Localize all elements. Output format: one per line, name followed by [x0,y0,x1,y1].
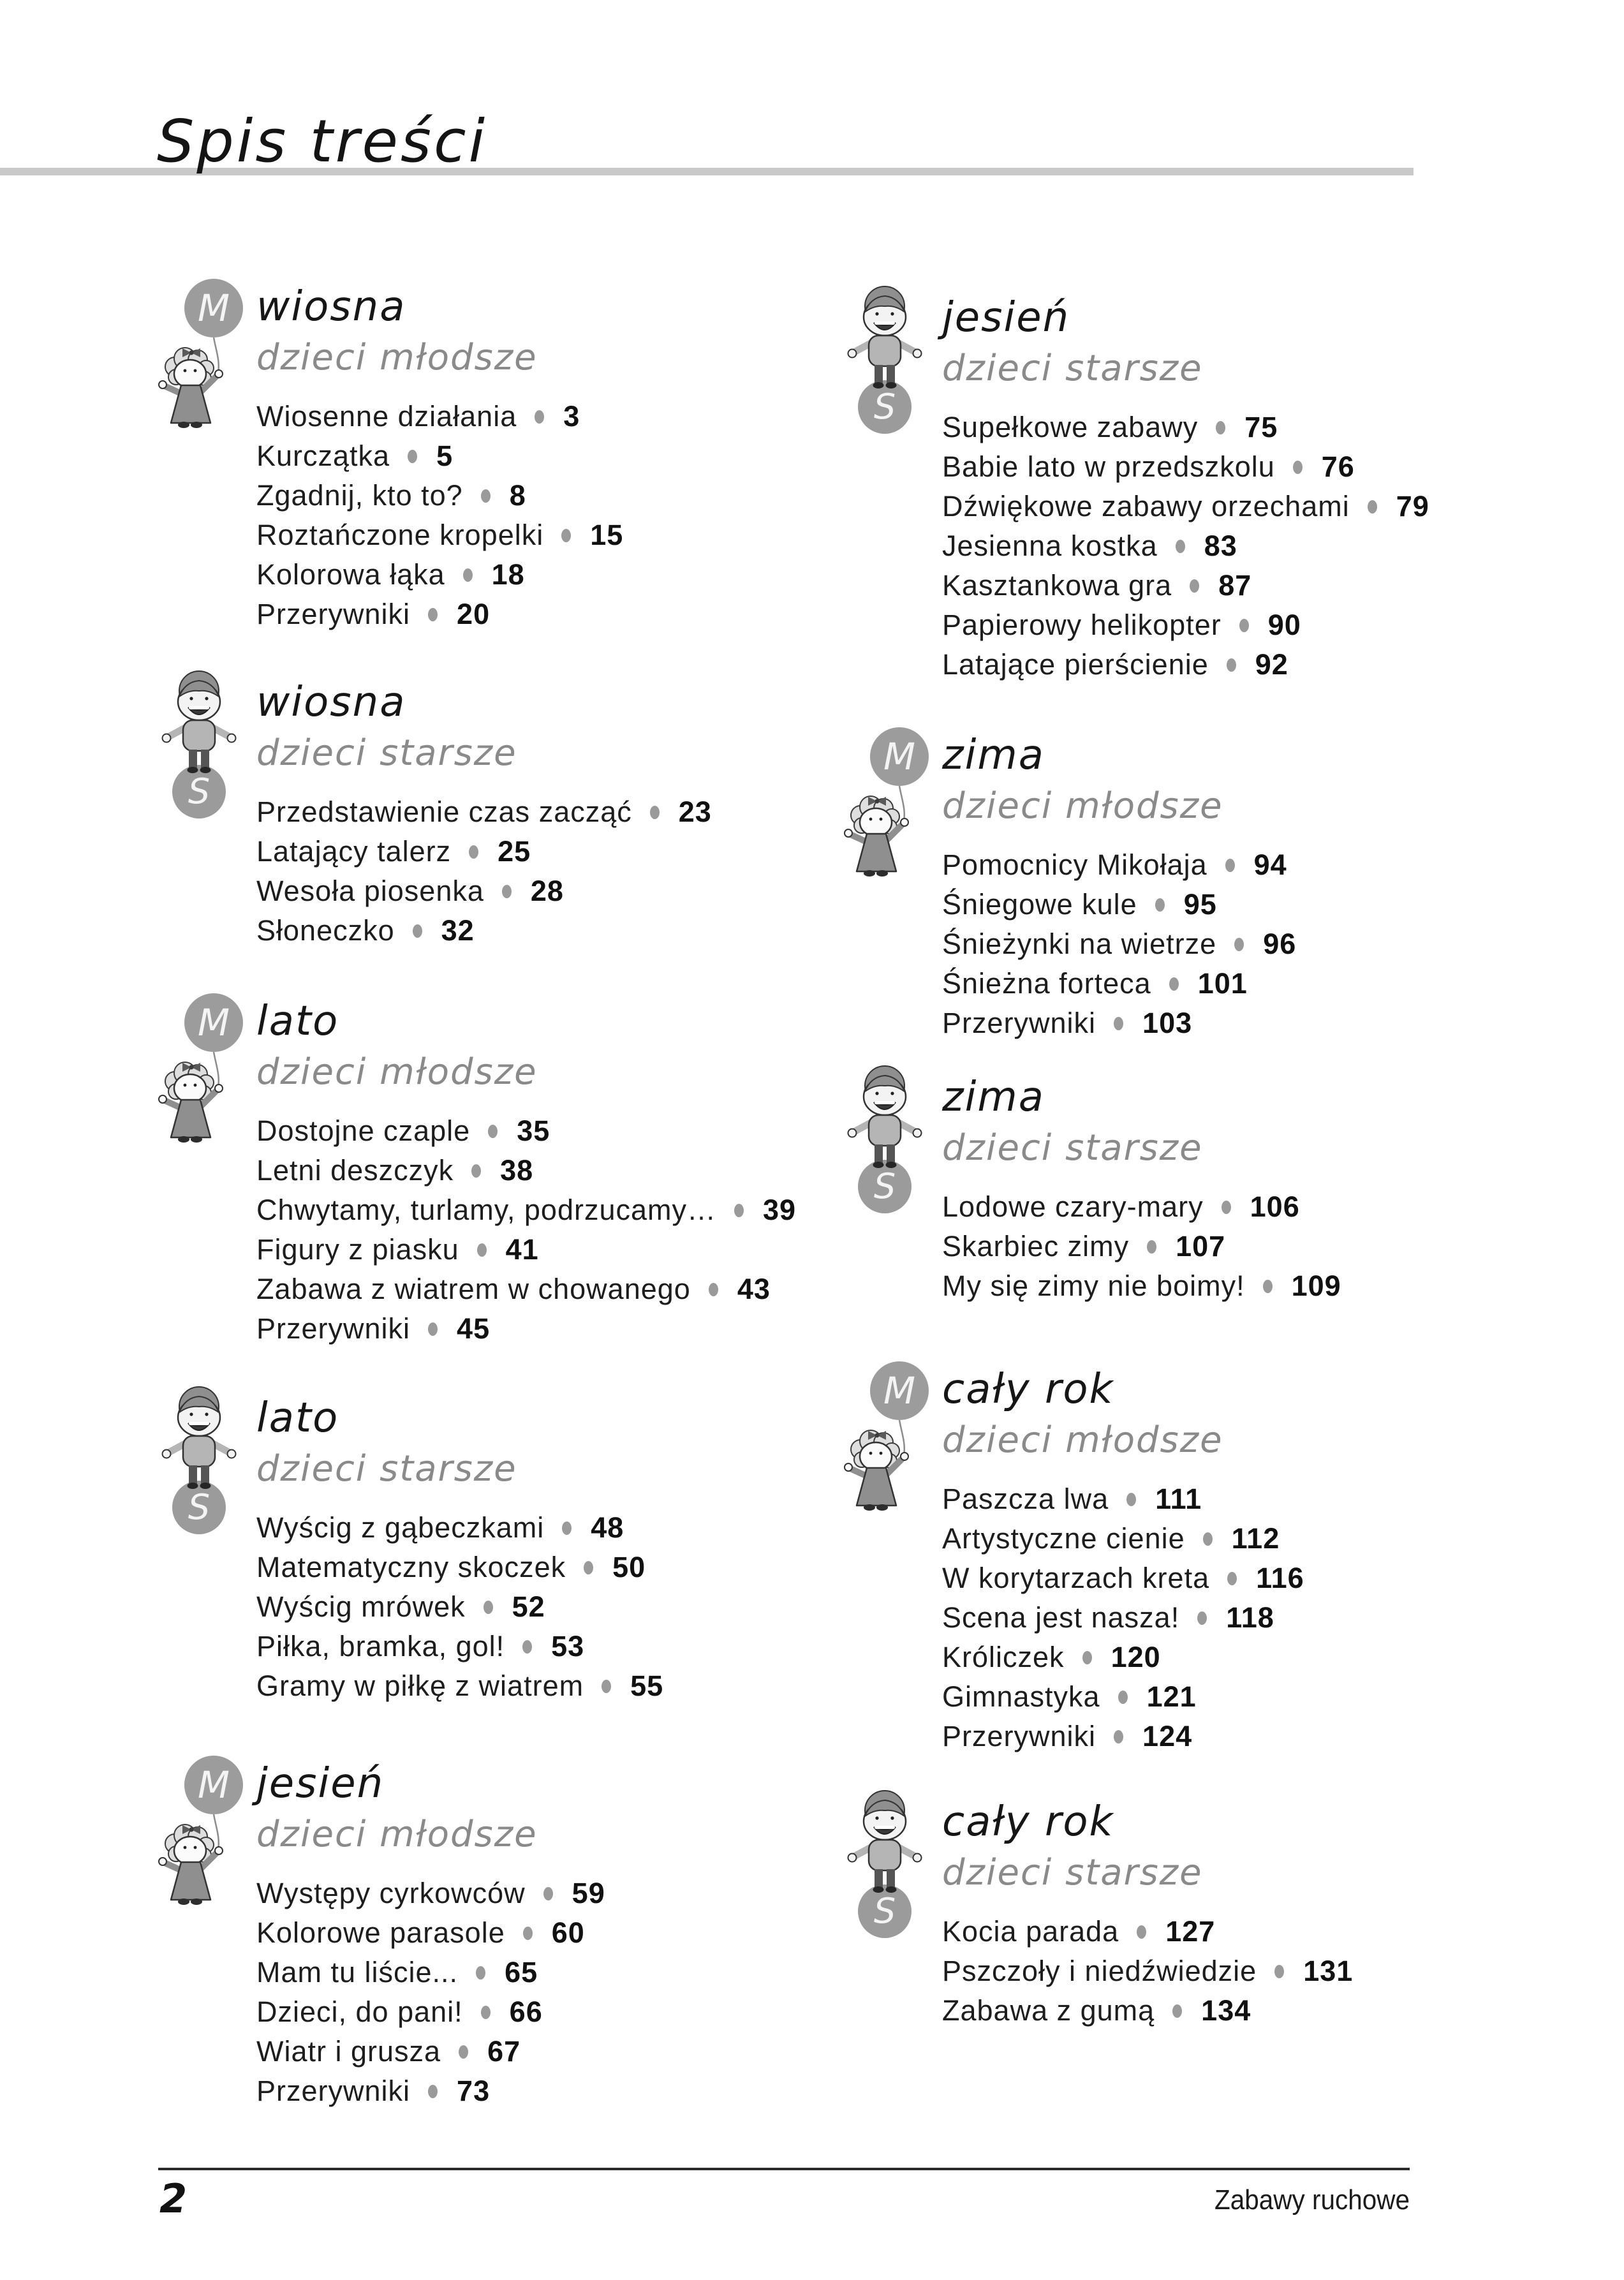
items-list [942,1479,1567,1756]
toc-item [942,1912,1567,1951]
toc-item-title: Matematyczny skoczek [256,1551,566,1583]
toc-item [942,447,1567,487]
toc-item-page: 79 [1396,490,1429,522]
toc-item-page: 103 [1142,1007,1193,1039]
items-list [256,792,882,951]
toc-item-page: 94 [1253,848,1287,881]
bullet-dot-icon [543,1887,553,1900]
group-subtitle: dzieci młodsze [942,1419,1223,1461]
toc-item-title: Słoneczko [256,914,395,947]
toc-item-title: Kasztankowa gra [942,569,1172,602]
toc-item-title: W korytarzach kreta [942,1562,1210,1594]
bullet-dot-icon [1368,500,1377,514]
section-wiosna-dzieci-mlodsze [153,276,882,634]
toc-item [942,1519,1567,1558]
girl-with-balloon-icon [153,1753,249,2111]
bullet-dot-icon [561,529,571,542]
toc-item-title: Przerywniki [942,1720,1096,1752]
toc-item-page: 35 [517,1114,550,1147]
bullet-dot-icon [1155,898,1165,912]
toc-item [256,1913,882,1953]
items-list [942,845,1567,1043]
toc-item-title: Wiosenne działania [256,400,517,433]
girl-with-balloon-icon [153,991,249,1349]
toc-item-page: 25 [498,835,531,868]
toc-item-page: 15 [590,519,624,551]
group-subtitle: dzieci starsze [256,732,517,774]
bullet-dot-icon [1147,1240,1156,1254]
toc-item-page: 87 [1218,569,1252,602]
group-subtitle: dzieci młodsze [256,1814,538,1855]
bullet-dot-icon [709,1283,718,1296]
toc-item-page: 121 [1146,1680,1197,1713]
section-lato-dzieci-mlodsze [153,991,882,1349]
section-zima-dzieci-mlodsze [839,725,1567,1043]
bullet-dot-icon [1234,938,1244,951]
toc-item [942,605,1567,645]
section-wiosna-dzieci-starsze [153,665,882,951]
toc-item-title: Występy cyrkowców [256,1877,526,1909]
toc-item-title: Figury z piasku [256,1233,459,1266]
season-title: jesień [256,1760,385,1807]
toc-item [256,1270,882,1309]
toc-item-page: 95 [1183,888,1217,921]
toc-item-title: Supełkowe zabawy [942,411,1199,443]
bullet-dot-icon [428,608,438,621]
toc-item-page: 107 [1176,1230,1226,1262]
bullet-dot-icon [602,1680,611,1693]
bullet-dot-icon [1197,1611,1207,1625]
toc-item-page: 90 [1267,609,1301,641]
toc-item-page: 18 [491,558,525,591]
toc-item-title: Wesoła piosenka [256,875,484,907]
toc-item [256,2071,882,2111]
toc-item [256,1548,882,1587]
badge-letter: S [873,387,896,427]
bullet-dot-icon [502,885,512,898]
toc-item [942,885,1567,924]
toc-item [256,1111,882,1151]
toc-item [942,1638,1567,1677]
bullet-dot-icon [535,410,544,424]
toc-item-page: 8 [509,479,526,512]
toc-item-page: 28 [530,875,564,907]
toc-item-page: 5 [436,440,454,472]
toc-item-title: Mam tu liście... [256,1956,459,1988]
toc-item [942,845,1567,885]
toc-item-page: 112 [1231,1522,1280,1555]
bullet-dot-icon [484,1601,493,1614]
toc-item-title: Dzieci, do pani! [256,1995,463,2028]
toc-item-title: Skarbiec zimy [942,1230,1130,1262]
toc-item-page: 120 [1111,1641,1161,1673]
toc-item-title: Pomocnicy Mikołaja [942,848,1207,881]
toc-item-page: 96 [1263,928,1297,960]
toc-item [942,1991,1567,2031]
toc-item-page: 50 [612,1551,646,1583]
section-caly-rok-dzieci-starsze [839,1785,1567,2031]
toc-item-title: Wyścig z gąbeczkami [256,1511,545,1544]
toc-item-page: 67 [487,2035,521,2068]
toc-item-title: Dźwiękowe zabawy orzechami [942,490,1350,522]
group-subtitle: dzieci starsze [942,348,1203,389]
boy-on-ball-icon [153,1381,249,1706]
girl-with-balloon-icon [839,725,934,1043]
toc-item [256,792,882,832]
group-subtitle: dzieci starsze [942,1852,1203,1893]
toc-item-page: 101 [1197,967,1248,1000]
toc-item [256,832,882,871]
items-list [942,408,1567,685]
toc-item-title: Przerywniki [256,598,411,630]
toc-item-title: Latający talerz [256,835,452,868]
season-title: wiosna [256,283,406,330]
bullet-dot-icon [1239,619,1249,632]
badge-letter: M [883,1369,916,1412]
toc-item-title: Piłka, bramka, gol! [256,1630,505,1662]
toc-item-page: 109 [1291,1270,1341,1302]
bullet-dot-icon [1203,1532,1213,1546]
section-jesien-dzieci-mlodsze [153,1753,882,2111]
footer-rule [158,2168,1410,2170]
toc-item-title: Kolorowa łąka [256,558,445,591]
season-title: lato [256,1395,339,1442]
bullet-dot-icon [408,450,417,463]
bullet-dot-icon [481,489,491,503]
toc-item [942,1677,1567,1717]
toc-item [942,645,1567,685]
toc-item [256,1309,882,1349]
toc-item-title: Zabawa z wiatrem w chowanego [256,1273,691,1305]
toc-item-page: 131 [1303,1955,1354,1987]
toc-item-page: 60 [551,1916,585,1949]
toc-item [256,911,882,951]
bullet-dot-icon [413,924,422,938]
toc-item-page: 59 [572,1877,605,1909]
toc-item-page: 52 [512,1590,545,1623]
toc-item [942,487,1567,526]
toc-item [942,964,1567,1003]
toc-item-title: Chwytamy, turlamy, podrzucamy… [256,1194,716,1226]
toc-item-page: 3 [563,400,580,433]
toc-item [256,1508,882,1548]
toc-item-page: 41 [505,1233,539,1266]
toc-item [256,871,882,911]
toc-item [942,1479,1567,1519]
toc-item-title: Pszczoły i niedźwiedzie [942,1955,1257,1987]
toc-item [256,476,882,515]
section-jesien-dzieci-starsze [839,281,1567,685]
season-title: wiosna [256,679,406,726]
toc-item-page: 48 [591,1511,624,1544]
toc-item-page: 124 [1142,1720,1193,1752]
badge-letter: M [197,1763,230,1807]
toc-item [256,1190,882,1230]
toc-item-title: Kocia parada [942,1915,1119,1948]
toc-item-title: Przerywniki [256,1312,411,1345]
toc-item-page: 134 [1201,1994,1251,2027]
badge-letter: M [883,735,916,778]
group-subtitle: dzieci młodsze [942,785,1223,827]
items-list [256,397,882,634]
toc-item-title: Przerywniki [256,2075,411,2107]
toc-item [256,1230,882,1270]
toc-item-title: Gramy w piłkę z wiatrem [256,1669,584,1702]
section-zima-dzieci-starsze [839,1060,1567,1306]
toc-item-title: Babie lato w przedszkolu [942,450,1275,483]
girl-with-balloon-icon [153,276,249,634]
toc-item [256,555,882,595]
bullet-dot-icon [428,1322,438,1336]
bullet-dot-icon [1222,1201,1231,1214]
toc-item-page: 53 [551,1630,585,1662]
bullet-dot-icon [428,2085,438,2098]
toc-item-page: 83 [1204,529,1237,562]
group-subtitle: dzieci starsze [942,1127,1203,1169]
bullet-dot-icon [734,1204,744,1217]
toc-item [256,1587,882,1627]
bullet-dot-icon [469,845,478,859]
toc-item-page: 39 [763,1194,797,1226]
toc-item-page: 55 [630,1669,664,1702]
toc-item-page: 38 [500,1154,534,1187]
bullet-dot-icon [1137,1925,1146,1939]
bullet-dot-icon [523,1927,533,1940]
toc-item-title: Kurczątka [256,440,390,472]
footer-page-number: 2 [159,2175,188,2222]
group-subtitle: dzieci młodsze [256,1051,538,1093]
season-title: jesień [942,294,1070,341]
bullet-dot-icon [1114,1730,1123,1743]
bullet-dot-icon [1190,579,1199,593]
bullet-dot-icon [1293,461,1303,474]
items-list [256,1874,882,2111]
group-subtitle: dzieci młodsze [256,337,538,378]
bullet-dot-icon [463,568,473,582]
toc-item-page: 75 [1244,411,1278,443]
toc-item [256,595,882,634]
badge-letter: S [873,1891,896,1931]
toc-item [942,924,1567,964]
bullet-dot-icon [1172,2004,1182,2018]
bullet-dot-icon [1274,1965,1284,1978]
toc-item-page: 43 [737,1273,771,1305]
bullet-dot-icon [1169,977,1179,991]
toc-item-page: 116 [1256,1562,1304,1594]
toc-item-title: Paszcza lwa [942,1483,1109,1515]
season-title: cały rok [942,1366,1114,1413]
toc-item-title: Przerywniki [942,1007,1096,1039]
toc-item-title: Jesienna kostka [942,529,1158,562]
items-list [942,1187,1567,1306]
toc-item [942,1003,1567,1043]
badge-letter: S [188,771,210,811]
boy-on-ball-icon [839,281,934,685]
toc-item [256,1953,882,1992]
toc-item-page: 23 [678,796,712,828]
toc-item-title: Zgadnij, kto to? [256,479,463,512]
badge-letter: M [197,286,230,330]
section-lato-dzieci-starsze [153,1381,882,1706]
toc-item-title: Lodowe czary-mary [942,1190,1204,1223]
bullet-dot-icon [1227,658,1236,672]
boy-on-ball-icon [839,1785,934,2031]
toc-item-page: 65 [505,1956,538,1988]
toc-item [256,2032,882,2071]
bullet-dot-icon [1176,540,1185,553]
toc-item [942,1951,1567,1991]
page-title: Spis treści [157,107,488,175]
bullet-dot-icon [1126,1493,1136,1506]
toc-item-page: 111 [1155,1483,1202,1515]
toc-item [256,1627,882,1666]
season-title: zima [942,1074,1045,1121]
toc-item-page: 20 [457,598,491,630]
toc-item-title: Wiatr i grusza [256,2035,441,2068]
bullet-dot-icon [459,2045,468,2059]
boy-on-ball-icon [153,665,249,951]
badge-letter: S [188,1487,210,1527]
bullet-dot-icon [477,1243,487,1257]
bullet-dot-icon [1216,421,1225,434]
badge-letter: M [197,1001,230,1044]
toc-item-title: Dostojne czaple [256,1114,471,1147]
season-title: lato [256,998,339,1045]
toc-item-page: 76 [1321,450,1355,483]
bullet-dot-icon [476,1966,485,1980]
toc-item [256,1992,882,2032]
toc-item-title: Wyścig mrówek [256,1590,466,1623]
bullet-dot-icon [650,806,660,819]
footer-book-title: Zabawy ruchowe [1214,2184,1410,2216]
toc-item-page: 106 [1250,1190,1300,1223]
toc-item-title: Latające pierścienie [942,648,1209,681]
toc-item [256,515,882,555]
group-subtitle: dzieci starsze [256,1448,517,1490]
toc-item [942,1266,1567,1306]
bullet-dot-icon [522,1640,532,1654]
toc-item-title: Scena jest nasza! [942,1601,1180,1634]
toc-item-title: Przedstawienie czas zacząć [256,796,632,828]
toc-item-page: 66 [509,1995,543,2028]
bullet-dot-icon [1225,859,1235,872]
toc-item-page: 92 [1255,648,1288,681]
badge-letter: S [873,1166,896,1206]
toc-item [256,436,882,476]
toc-item-title: Śnieżna forteca [942,967,1151,1000]
toc-item [256,1874,882,1913]
bullet-dot-icon [1082,1651,1092,1664]
toc-item [256,397,882,436]
bullet-dot-icon [488,1125,498,1138]
toc-item [942,1227,1567,1266]
toc-item-page: 73 [457,2075,491,2107]
items-list [256,1111,882,1349]
toc-item [942,566,1567,605]
toc-item-page: 45 [457,1312,491,1345]
toc-item [942,1187,1567,1227]
toc-item-title: Kolorowe parasole [256,1916,505,1949]
bullet-dot-icon [481,2006,491,2019]
toc-item [256,1151,882,1190]
toc-item-title: Zabawa z gumą [942,1994,1155,2027]
toc-item-title: Gimnastyka [942,1680,1100,1713]
toc-item-title: Roztańczone kropelki [256,519,544,551]
toc-item-title: Letni deszczyk [256,1154,454,1187]
toc-item [942,408,1567,447]
bullet-dot-icon [584,1561,593,1574]
items-list [256,1508,882,1706]
toc-item-page: 32 [441,914,475,947]
toc-item [942,1558,1567,1598]
toc-item-title: Śnieżynki na wietrze [942,928,1217,960]
bullet-dot-icon [562,1521,572,1535]
toc-item-title: Króliczek [942,1641,1065,1673]
toc-item [942,1598,1567,1638]
toc-item-title: Artystyczne cienie [942,1522,1185,1555]
toc-item [256,1666,882,1706]
bullet-dot-icon [1114,1017,1123,1030]
bullet-dot-icon [1263,1280,1273,1293]
season-title: zima [942,732,1045,779]
season-title: cały rok [942,1798,1114,1846]
section-caly-rok-dzieci-mlodsze [839,1359,1567,1756]
toc-item-title: Papierowy helikopter [942,609,1222,641]
items-list [942,1912,1567,2031]
toc-item [942,1717,1567,1756]
girl-with-balloon-icon [839,1359,934,1756]
toc-item-page: 118 [1226,1601,1274,1634]
toc-item-page: 127 [1165,1915,1216,1948]
boy-on-ball-icon [839,1060,934,1306]
bullet-dot-icon [471,1164,481,1178]
toc-item-title: Śniegowe kule [942,888,1137,921]
bullet-dot-icon [1227,1572,1237,1585]
toc-item [942,526,1567,566]
bullet-dot-icon [1118,1691,1128,1704]
toc-item-title: My się zimy nie boimy! [942,1270,1245,1302]
